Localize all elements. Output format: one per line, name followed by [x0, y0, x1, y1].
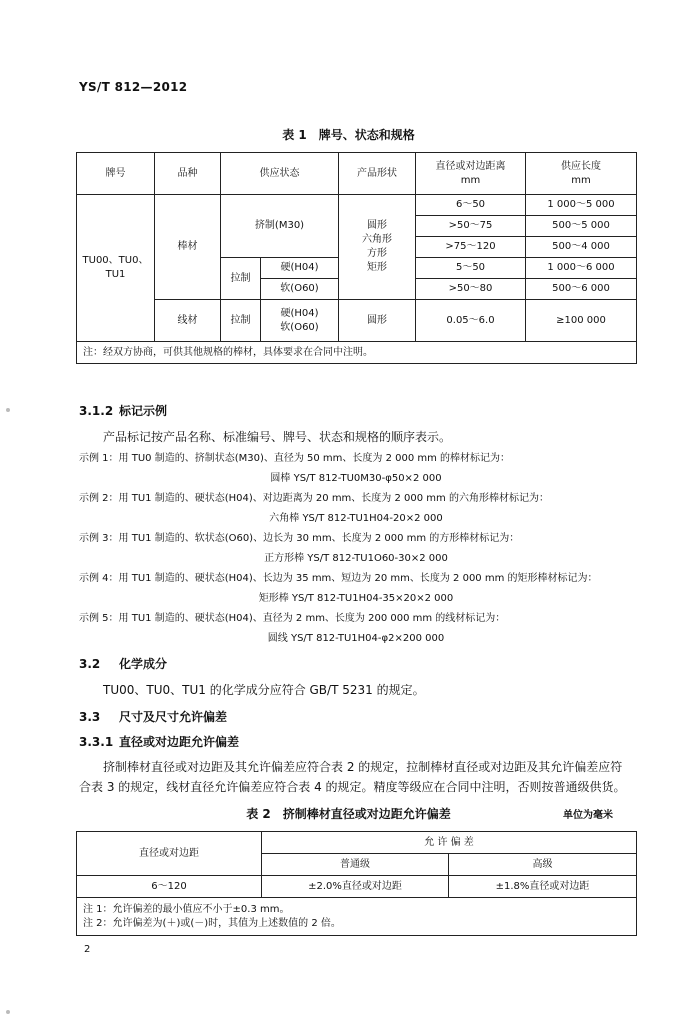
- example-mark: 正方形棒 YS/T 812-TU1O60-30×2 000: [264, 553, 448, 564]
- wire-state-drawn: 拉制: [221, 300, 261, 342]
- length-cell: 500～5 000: [526, 216, 637, 237]
- length-cell: 1 000～5 000: [526, 195, 637, 216]
- diameter-cell: 5～50: [416, 258, 526, 279]
- header-diameter: [416, 153, 526, 195]
- scan-mark: [6, 1010, 10, 1014]
- t2-note: 注 1：允许偏差的最小值应不小于±0.3 mm。: [83, 903, 290, 915]
- shape-line: 矩形: [367, 262, 387, 273]
- example-mark: 圆棒 YS/T 812-TU0M30-φ50×2 000: [270, 473, 442, 484]
- t2-range-cell: 6～120: [77, 876, 262, 898]
- section-3-3-heading: [79, 708, 227, 725]
- t2-header-dimension: 直径或对边距: [77, 832, 262, 876]
- table1: [76, 152, 637, 364]
- t2-notes: [77, 898, 637, 936]
- wire-diameter: 0.05～6.0: [416, 300, 526, 342]
- section-title: 标记示例: [119, 404, 168, 418]
- diameter-cell: >50～80: [416, 279, 526, 300]
- section-number: 3.2: [79, 657, 101, 671]
- section-3-1-2-heading: [79, 402, 167, 419]
- t2-header-high: 高级: [449, 854, 637, 876]
- state-hard: 硬(H04): [261, 258, 339, 279]
- header-diameter-unit: mm: [460, 174, 481, 186]
- wire-shape: 圆形: [339, 300, 416, 342]
- section-3-2-heading: [79, 655, 167, 672]
- example-text: 示例 2：用 TU1 制造的、硬状态(H04)、对边距离为 20 mm、长度为 2 000 mm 的六角形棒材标记为：: [79, 493, 549, 504]
- section-3-2-text: TU00、TU0、TU1 的化学成分应符合 GB/T 5231 的规定。: [103, 683, 425, 697]
- wire-state-hard: 硬(H04): [280, 307, 319, 319]
- t2-high-cell: ±1.8%直径或对边距: [449, 876, 637, 898]
- page-number: 2: [84, 944, 91, 955]
- header-length-unit: mm: [571, 174, 591, 186]
- wire-length: ≥100 000: [526, 300, 637, 342]
- grade-cell: TU00、TU0、TU1: [77, 195, 155, 342]
- variety-wire: 线材: [155, 300, 221, 342]
- t2-header-tolerance: 允 许 偏 差: [262, 832, 637, 854]
- diameter-cell: 6～50: [416, 195, 526, 216]
- section-title: 直径或对边距允许偏差: [119, 735, 240, 749]
- state-drawn: 拉制: [221, 258, 261, 300]
- header-grade: 牌号: [77, 153, 155, 195]
- section-title: 化学成分: [119, 657, 168, 671]
- section-number: 3.3.1: [79, 735, 114, 749]
- state-extruded: 挤制(M30): [221, 195, 339, 258]
- t2-note: 注 2：允许偏差为(＋)或(－)时，其值为上述数值的 2 倍。: [83, 917, 341, 929]
- length-cell: 500～4 000: [526, 237, 637, 258]
- length-cell: 1 000～6 000: [526, 258, 637, 279]
- bar-shape-cell: [339, 195, 416, 300]
- header-length: [526, 153, 637, 195]
- header-shape: 产品形状: [339, 153, 416, 195]
- section-3-3-1-line2: 合表 3 的规定，线材直径允许偏差应符合表 4 的规定。精度等级应在合同中注明，否则按普通级供货。: [79, 780, 626, 794]
- standard-number: YS/T 812—2012: [79, 80, 188, 94]
- diameter-cell: >75～120: [416, 237, 526, 258]
- example-mark: 六角棒 YS/T 812-TU1H04-20×2 000: [269, 513, 443, 524]
- example-text: 示例 4：用 TU1 制造的、硬状态(H04)、长边为 35 mm、短边为 20 mm、长度为 2 000 mm 的矩形棒材标记为：: [79, 573, 598, 584]
- example-mark: 矩形棒 YS/T 812-TU1H04-35×20×2 000: [258, 593, 454, 604]
- section-3-3-1-line1: 挤制棒材直径或对边距及其允许偏差应符合表 2 的规定，拉制棒材直径或对边距及其允许偏差应符: [103, 760, 623, 774]
- header-supply-state: 供应状态: [221, 153, 339, 195]
- shape-line: 圆形: [367, 220, 387, 231]
- shape-line: 六角形: [362, 234, 392, 245]
- variety-bar: 棒材: [155, 195, 221, 300]
- diameter-cell: >50～75: [416, 216, 526, 237]
- section-title: 尺寸及尺寸允许偏差: [119, 710, 228, 724]
- example-text: 示例 3：用 TU1 制造的、软状态(O60)、边长为 30 mm、长度为 2 000 mm 的方形棒材标记为：: [79, 533, 520, 544]
- example-text: 示例 5：用 TU1 制造的、硬状态(H04)、直径为 2 mm、长度为 200 000 mm 的线材标记为：: [79, 613, 506, 624]
- section-3-1-2-intro: 产品标记按产品名称、标准编号、牌号、状态和规格的顺序表示。: [103, 430, 452, 444]
- section-3-3-1-heading: [79, 733, 239, 750]
- t2-header-normal: 普通级: [262, 854, 449, 876]
- example-text: 示例 1：用 TU0 制造的、挤制状态(M30)、直径为 50 mm、长度为 2 000 mm 的棒材标记为：: [79, 453, 511, 464]
- header-variety: 品种: [155, 153, 221, 195]
- t2-normal-cell: ±2.0%直径或对边距: [262, 876, 449, 898]
- header-diameter-label: 直径或对边距离: [435, 160, 506, 172]
- scan-mark: [6, 408, 10, 412]
- table2-unit: 单位为毫米: [563, 810, 613, 821]
- wire-state-cell: [261, 300, 339, 342]
- table1-note: 注：经双方协商，可供其他规格的棒材，具体要求在合同中注明。: [77, 342, 637, 364]
- state-soft: 软(O60): [261, 279, 339, 300]
- example-mark: 圆线 YS/T 812-TU1H04-φ2×200 000: [267, 633, 445, 644]
- table2: [76, 831, 637, 936]
- table2-caption: 表 2 挤制棒材直径或对边距允许偏差: [246, 807, 451, 821]
- table1-caption: 表 1 牌号、状态和规格: [282, 128, 415, 142]
- length-cell: 500～6 000: [526, 279, 637, 300]
- header-length-label: 供应长度: [561, 160, 601, 172]
- wire-state-soft: 软(O60): [280, 321, 319, 333]
- shape-line: 方形: [367, 248, 387, 259]
- section-number: 3.1.2: [79, 404, 114, 418]
- section-number: 3.3: [79, 710, 101, 724]
